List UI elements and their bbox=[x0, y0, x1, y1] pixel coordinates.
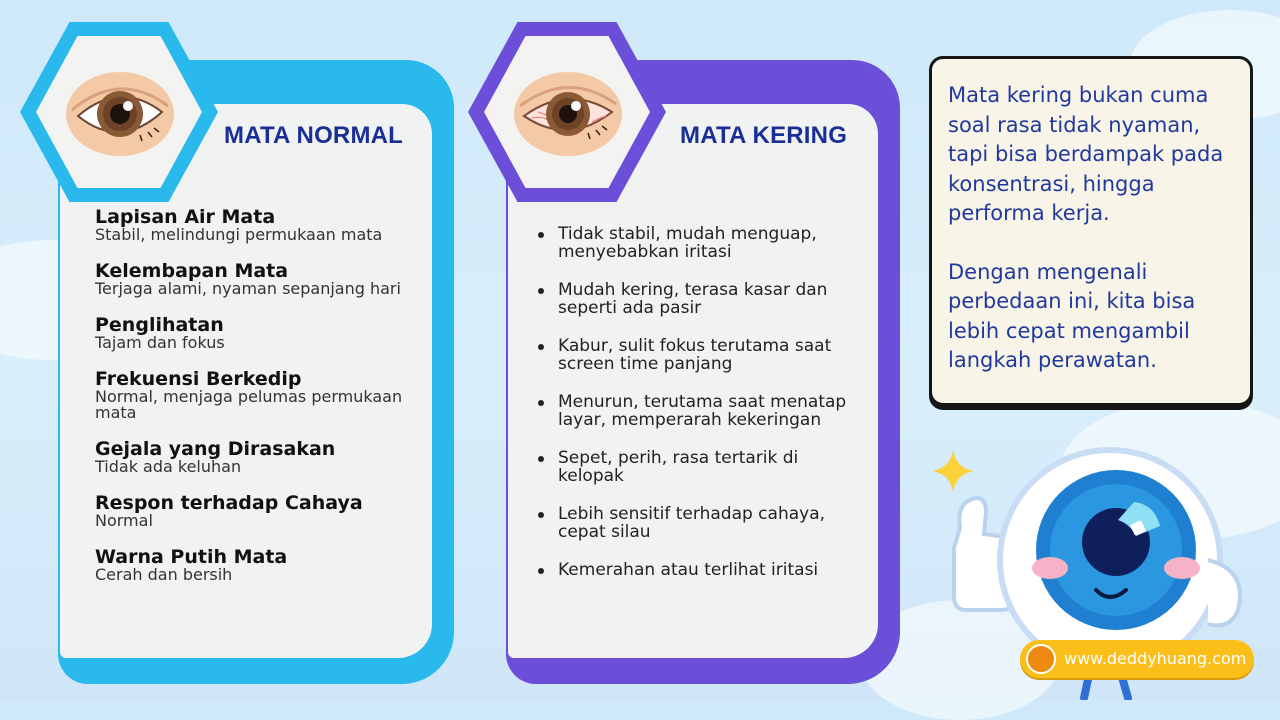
attribute-title: Penglihatan bbox=[95, 314, 224, 336]
list-item: Tidak stabil, mudah menguap, menyebabkan iritasi bbox=[538, 225, 868, 261]
attribute-desc: Stabil, melindungi permukaan mata bbox=[95, 225, 383, 244]
list-item: Kabur, sulit fokus terutama saat screen time panjang bbox=[538, 337, 868, 373]
attribute-item bbox=[95, 439, 425, 475]
attribute-title: Gejala yang Dirasakan bbox=[95, 438, 336, 460]
card-title: MATA KERING bbox=[680, 122, 848, 149]
website-badge[interactable] bbox=[1020, 640, 1254, 678]
attribute-title: Warna Putih Mata bbox=[95, 546, 288, 568]
attribute-item bbox=[95, 547, 425, 583]
info-note bbox=[929, 56, 1253, 406]
attribute-item bbox=[95, 261, 425, 297]
list-item: Lebih sensitif terhadap cahaya, cepat silau bbox=[538, 505, 868, 541]
attribute-desc: Tajam dan fokus bbox=[95, 333, 225, 352]
attribute-title: Frekuensi Berkedip bbox=[95, 368, 302, 390]
card-title: MATA NORMAL bbox=[224, 122, 404, 149]
normal-attribute-list bbox=[95, 207, 425, 601]
note-paragraph: Mata kering bukan cuma soal rasa tidak nyaman, tapi bisa berdampak pada konsentrasi, hingga performa kerja. bbox=[948, 83, 1224, 225]
website-url: www.deddyhuang.com bbox=[1064, 649, 1247, 668]
list-item: Kemerahan atau terlihat iritasi bbox=[538, 561, 868, 579]
attribute-desc: Tidak ada keluhan bbox=[95, 457, 242, 476]
attribute-title: Kelembapan Mata bbox=[95, 260, 289, 282]
attribute-item bbox=[95, 207, 425, 243]
site-logo-icon bbox=[1026, 644, 1056, 674]
dry-eye-list bbox=[538, 225, 868, 599]
attribute-item bbox=[95, 315, 425, 351]
list-item: Menurun, terutama saat menatap layar, memperarah kekeringan bbox=[538, 393, 868, 429]
attribute-title: Lapisan Air Mata bbox=[95, 206, 276, 228]
list-item: Sepet, perih, rasa tertarik di kelopak bbox=[538, 449, 868, 485]
attribute-item bbox=[95, 369, 425, 421]
attribute-desc: Normal bbox=[95, 511, 153, 530]
attribute-desc: Terjaga alami, nyaman sepanjang hari bbox=[95, 279, 401, 298]
list-item: Mudah kering, terasa kasar dan seperti ada pasir bbox=[538, 281, 868, 317]
attribute-title: Respon terhadap Cahaya bbox=[95, 492, 363, 514]
attribute-desc: Cerah dan bersih bbox=[95, 565, 233, 584]
dry-eye-icon bbox=[512, 66, 624, 160]
healthy-eye-icon bbox=[64, 66, 176, 160]
note-paragraph: Dengan mengenali perbedaan ini, kita bisa lebih cepat mengambil langkah perawatan. bbox=[948, 259, 1196, 372]
attribute-item bbox=[95, 493, 425, 529]
attribute-desc: Normal, menjaga pelumas permukaan mata bbox=[95, 387, 403, 422]
